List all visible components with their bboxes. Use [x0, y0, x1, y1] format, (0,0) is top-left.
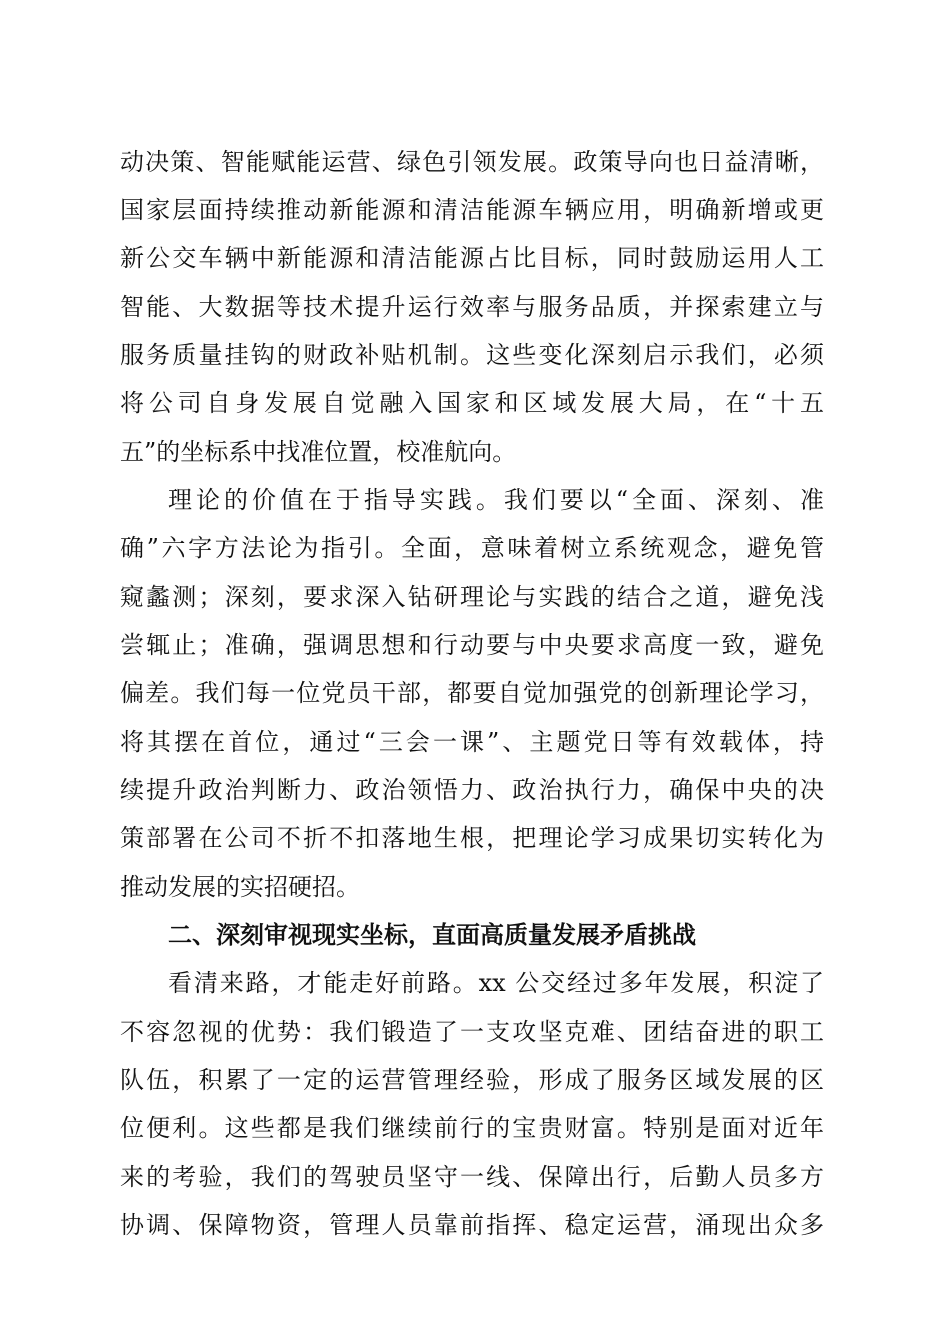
text-line: 将公司自身发展自觉融入国家和区域发展大局，在“十五 [120, 389, 824, 417]
text-line: 智能、大数据等技术提升运行效率与服务品质，并探索建立与 [120, 293, 824, 321]
text-line: 五”的坐标系中找准位置，校准航向。 [120, 438, 517, 466]
text-line: 队伍，积累了一定的运营管理经验，形成了服务区域发展的区 [120, 1066, 824, 1094]
text-line: 偏差。我们每一位党员干部，都要自觉加强党的创新理论学习， [120, 679, 824, 707]
text-line: 动决策、智能赋能运营、绿色引领发展。政策导向也日益清晰， [120, 148, 824, 176]
text-line: 不容忽视的优势：我们锻造了一支攻坚克难、团结奋进的职工 [120, 1018, 824, 1046]
text-line: 策部署在公司不折不扣落地生根，把理论学习成果切实转化为 [120, 824, 824, 852]
text-line: 国家层面持续推动新能源和清洁能源车辆应用，明确新增或更 [120, 196, 824, 224]
text-line: 协调、保障物资，管理人员靠前指挥、稳定运营，涌现出众多 [120, 1211, 824, 1239]
text-line: 尝辄止；准确，强调思想和行动要与中央要求高度一致，避免 [120, 631, 824, 659]
text-line: 新公交车辆中新能源和清洁能源占比目标，同时鼓励运用人工 [120, 244, 824, 272]
text-line: 来的考验，我们的驾驶员坚守一线、保障出行，后勤人员多方 [120, 1163, 824, 1191]
text-line: 理论的价值在于指导实践。我们要以“全面、深刻、准 [168, 486, 824, 514]
text-line: 推动发展的实招硬招。 [120, 873, 360, 901]
text-line: 服务质量挂钩的财政补贴机制。这些变化深刻启示我们，必须 [120, 341, 824, 369]
section-heading: 二、深刻审视现实坐标，直面高质量发展矛盾挑战 [168, 921, 696, 949]
text-line: 位便利。这些都是我们继续前行的宝贵财富。特别是面对近年 [120, 1114, 824, 1142]
text-line: 窥蠡测；深刻，要求深入钻研理论与实践的结合之道，避免浅 [120, 583, 824, 611]
text-line: 续提升政治判断力、政治领悟力、政治执行力，确保中央的决 [120, 776, 824, 804]
text-line: 看清来路，才能走好前路。xx 公交经过多年发展，积淀了 [168, 969, 824, 997]
text-line: 将其摆在首位，通过“三会一课”、主题党日等有效载体，持 [120, 728, 824, 756]
text-line: 确”六字方法论为指引。全面，意味着树立系统观念，避免管 [120, 534, 824, 562]
